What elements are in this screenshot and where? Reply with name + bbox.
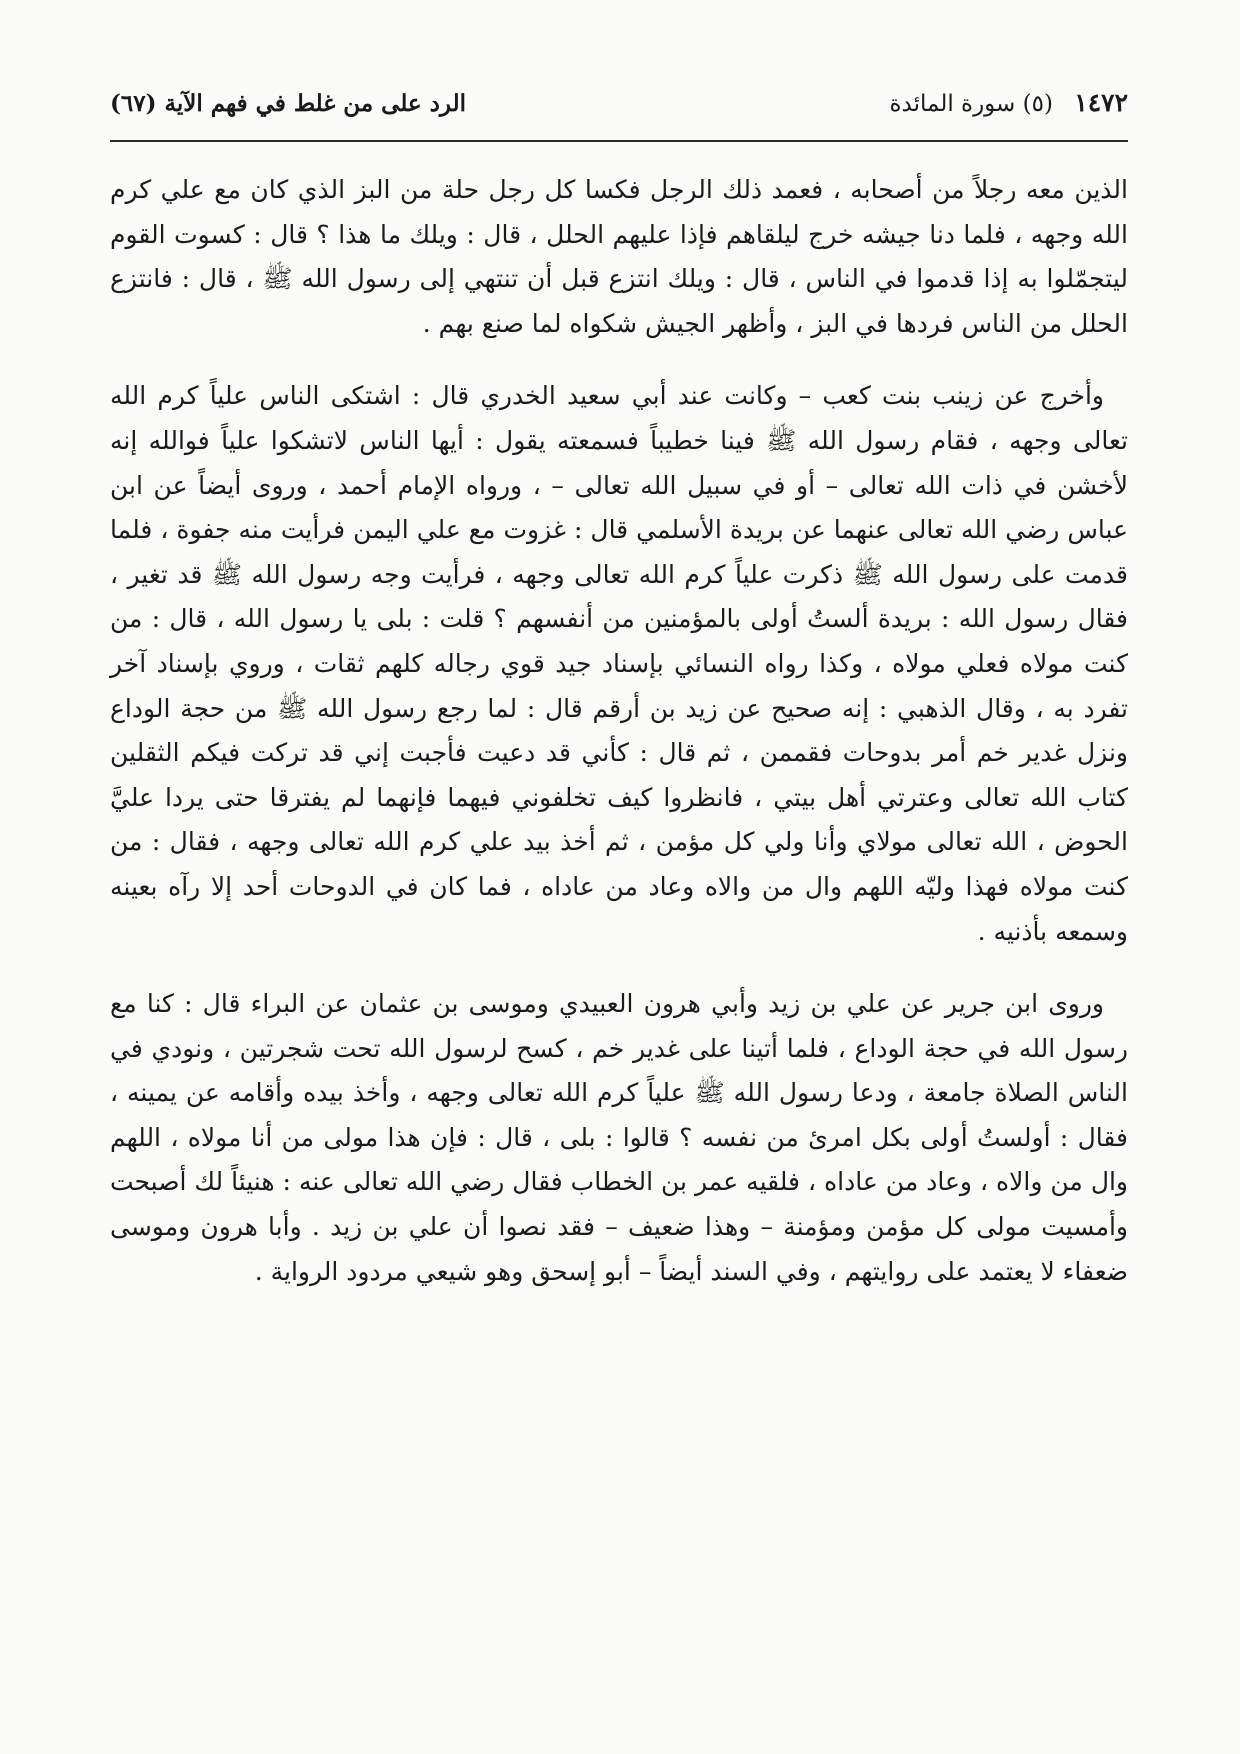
surah-title: (٥) سورة المائدة (889, 91, 1053, 117)
paragraph-1: الذين معه رجلاً من أصحابه ، فعمد ذلك الرجل فكسا كل رجل حلة من البز الذي كان مع علي كرم الله وجهه ، فلما دنا جيشه خرج ليلقاهم فإذا عليهم الحلل ، قال : ويلك ما هذا ؟ قال : كسوت القوم ليتجمّلوا به إذا قدموا في الناس ، قال : ويلك انتزع قبل أن تنتهي إلى رسول الله ﷺ ، قال : فانتزع الحلل من الناس فردها في البز ، وأظهر الجيش شكواه لما صنع بهم . (110, 175, 1128, 338)
header-divider (110, 140, 1128, 142)
page-number: ١٤٧٢ (1074, 88, 1128, 117)
paragraph-3: وروى ابن جرير عن علي بن زيد وأبي هرون العبيدي وموسى بن عثمان عن البراء قال : كنا مع رسول الله في حجة الوداع ، فلما أتينا على غدير خم ، كسح لرسول الله تحت شجرتين ، ونودي في الناس الصلاة جامعة ، ودعا رسول الله ﷺ علياً كرم الله تعالى وجهه ، وأخذ بيده وأقامه عن يمينه ، فقال : أولستُ أولى بكل امرئ من نفسه ؟ قالوا : بلى ، قال : فإن هذا مولى من أنا مولاه ، اللهم وال من والاه ، وعاد من عاداه ، فلقيه عمر بن الخطاب فقال رضي الله تعالى عنه : هنيئاً لك أصبحت وأمسيت مولى كل مؤمن ومؤمنة – وهذا ضعيف – فقد نصوا أن علي بن زيد . وأبا هرون وموسى ضعفاء لا يعتمد على روايتهم ، وفي السند أيضاً – أبو إسحق وهو شيعي مردود الرواية . (110, 989, 1128, 1286)
running-header (110, 88, 1128, 132)
paragraph-2: وأخرج عن زينب بنت كعب – وكانت عند أبي سعيد الخدري قال : اشتكى الناس علياً كرم الله تعالى وجهه ، فقام رسول الله ﷺ فينا خطيباً فسمعته يقول : أيها الناس لاتشكوا علياً فوالله إنه لأخشن في ذات الله تعالى – أو في سبيل الله تعالى – ، ورواه الإمام أحمد ، وروى أيضاً عن ابن عباس رضي الله تعالى عنهما عن بريدة الأسلمي قال : غزوت مع علي اليمن فرأيت منه جفوة ، فلما قدمت على رسول الله ﷺ ذكرت علياً كرم الله تعالى وجهه ، فرأيت وجه رسول الله ﷺ قد تغير ، فقال رسول الله : بريدة ألستُ أولى بالمؤمنين من أنفسهم ؟ قلت : بلى يا رسول الله ، قال : من كنت مولاه فعلي مولاه ، وكذا رواه النسائي بإسناد جيد قوي رجاله كلهم ثقات ، وروي بإسناد آخر تفرد به ، وقال الذهبي : إنه صحيح عن زيد بن أرقم قال : لما رجع رسول الله ﷺ من حجة الوداع ونزل غدير خم أمر بدوحات فقممن ، ثم قال : كأني قد دعيت فأجبت إني قد تركت فيكم الثقلين كتاب الله تعالى وعترتي أهل بيتي ، فانظروا كيف تخلفوني فيهما فإنهما لم يفترقا حتى يردا عليَّ الحوض ، الله تعالى مولاي وأنا ولي كل مؤمن ، ثم أخذ بيد علي كرم الله تعالى وجهه ، فقال : من كنت مولاه فهذا وليّه اللهم وال من والاه وعاد من عاداه ، فما كان في الدوحات أحد إلا رآه بعينه وسمعه بأذنيه . (110, 381, 1128, 946)
section-topic: الرد على من غلط في فهم الآية (٦٧) (110, 90, 466, 117)
header-page-info (889, 88, 1128, 117)
page-body (110, 168, 1128, 1294)
